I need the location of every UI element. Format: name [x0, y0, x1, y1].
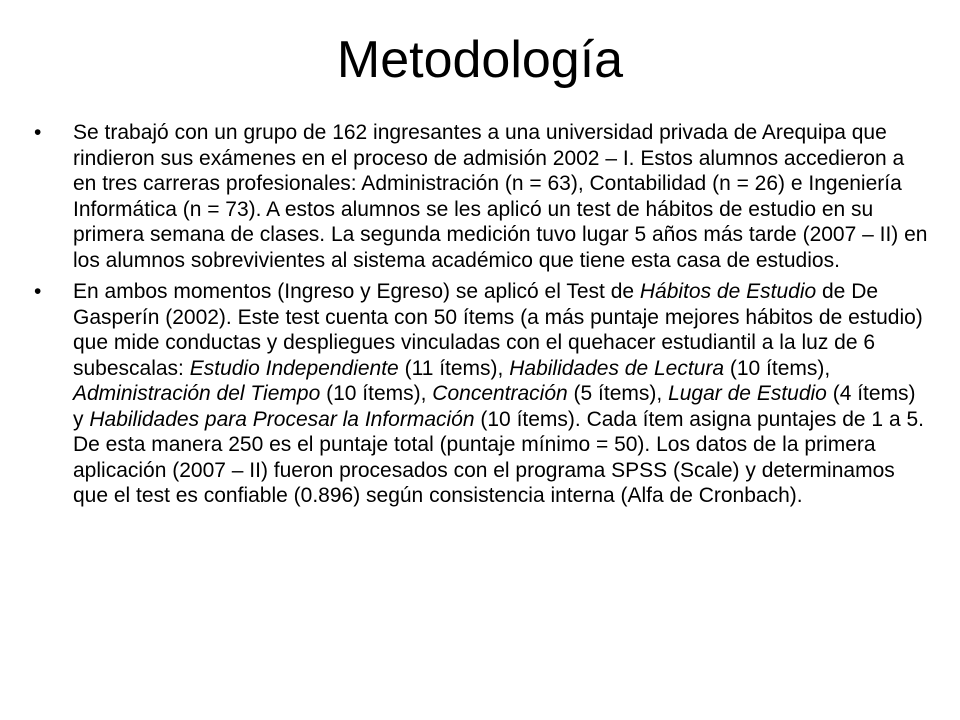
bullet-list: [30, 120, 930, 515]
paragraph-text: [73, 121, 928, 272]
text-segment: Se trabajó con un grupo de 162 ingresantes a una universidad privada de Arequipa que rindieron sus exámenes en el proceso de admisión 2002 – I. Estos alumnos accedieron a en tres carreras profesionales: Administración (n = 63), Contabilidad (n = 26) e Ingeniería Informática (n = 73). A estos alumnos se les aplicó un test de hábitos de estudio en su primera semana de clases. La segunda medición tuvo lugar 5 años más tarde (2007 – II) en los alumnos sobrevivientes al sistema académico que tiene esta casa de estudios.: [73, 121, 928, 272]
italic-segment: Administración del Tiempo: [73, 382, 321, 405]
text-segment: (4 ítems) y: [73, 382, 916, 431]
italic-segment: Hábitos de Estudio: [639, 280, 817, 303]
text-segment: (5 ítems),: [567, 382, 669, 405]
bullet-icon: •: [34, 121, 42, 144]
bullet-paragraph: [30, 279, 930, 509]
paragraph-text: [73, 280, 924, 507]
italic-segment: Habilidades de Lectura: [509, 356, 725, 380]
italic-segment: Habilidades para Procesar la Información: [89, 407, 475, 431]
bullet-icon: •: [34, 280, 42, 303]
bullet-paragraph: [30, 120, 930, 273]
text-segment: (10 ítems),: [724, 356, 831, 380]
slide-title: Metodología: [336, 31, 624, 89]
text-segment: (11 ítems),: [398, 356, 510, 380]
text-segment: En ambos momentos (Ingreso y Egreso) se aplicó el Test de: [73, 280, 640, 303]
text-segment: (10 ítems). Cada ítem asigna puntajes de 1 a 5. De esta manera 250 es el puntaje total (puntaje mínimo = 50). Los datos de la primera aplicación (2007 – II) fueron procesados con el programa SPSS (Scale) y determinamos que el test es confiable (0.896) según consistencia interna (Alfa de Cronbach).: [73, 407, 924, 507]
text-segment: (10 ítems),: [320, 382, 433, 405]
italic-segment: Concentración: [432, 382, 568, 405]
italic-segment: Lugar de Estudio: [668, 382, 827, 405]
text-segment: de De Gasperín (2002). Este test cuenta con 50 ítems (a más puntaje mejores hábitos de estudio) que mide conductas y despliegues vinculadas con el quehacer estudiantil a la luz de 6 subescalas:: [73, 280, 923, 380]
italic-segment: Estudio Independiente: [189, 356, 399, 380]
